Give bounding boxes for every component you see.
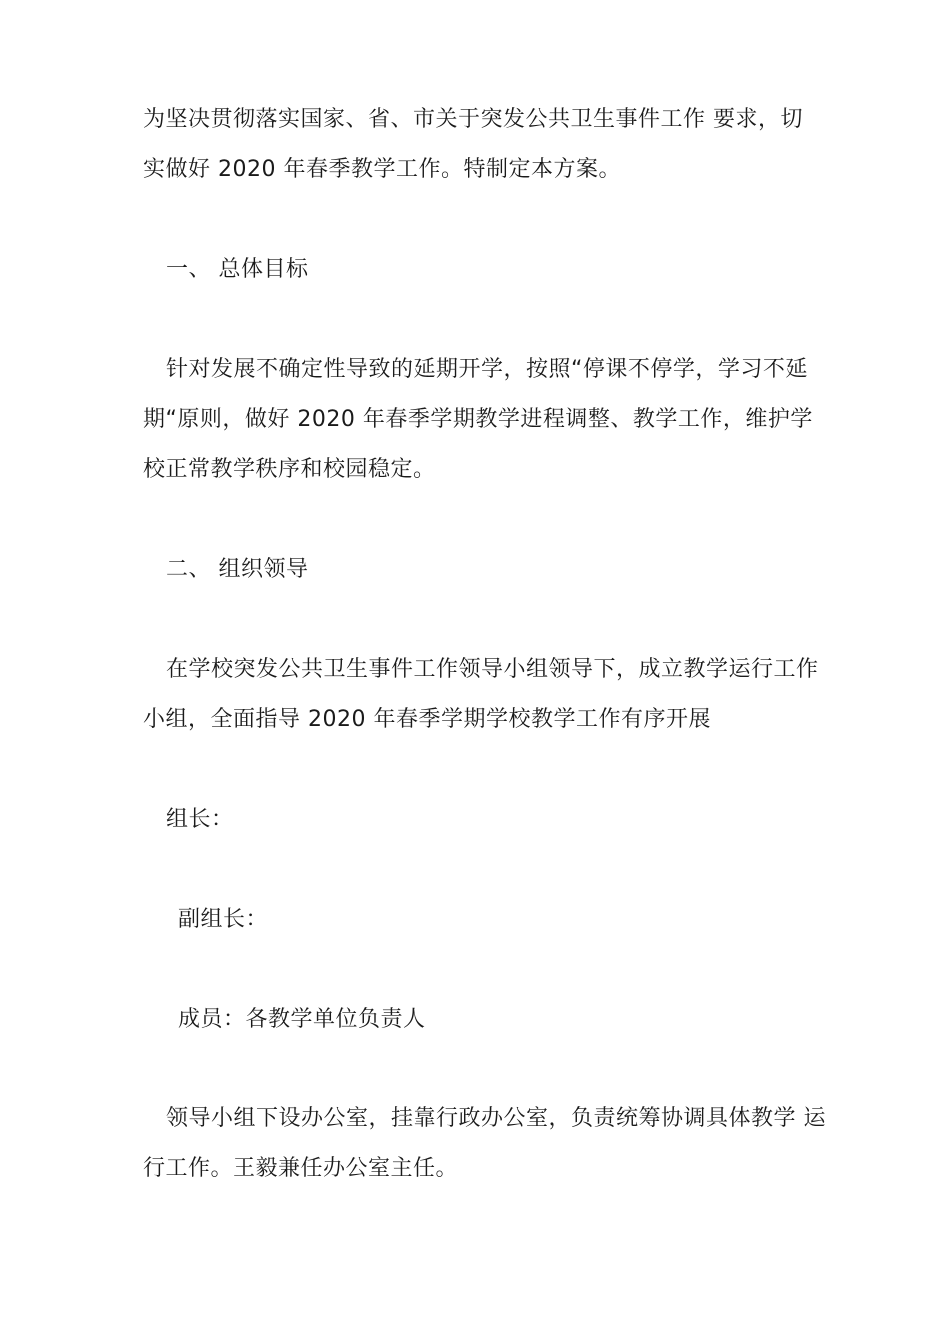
deputy-leader-label: 副组长： xyxy=(178,907,269,932)
section-1-heading: 一、 总体目标 xyxy=(166,257,309,282)
intro-line-1: 为坚决贯彻落实国家、省、市关于突发公共卫生事件工作 要求，切 xyxy=(143,107,803,132)
office-line-2: 行工作。王毅兼任办公室主任。 xyxy=(143,1156,459,1181)
section-2-heading: 二、 组织领导 xyxy=(166,557,309,582)
office-line-1: 领导小组下设办公室，挂靠行政办公室，负责统筹协调具体教学 运 xyxy=(166,1106,826,1131)
section-1-line-1: 针对发展不确定性导致的延期开学，按照“停课不停学，学习不延 xyxy=(166,357,808,382)
intro-line-2: 实做好 2020 年春季教学工作。特制定本方案。 xyxy=(143,157,621,182)
members-label: 成员：各教学单位负责人 xyxy=(178,1007,426,1032)
group-leader-label: 组长： xyxy=(166,807,234,832)
section-1-line-2: 期“原则，做好 2020 年春季学期教学进程调整、教学工作，维护学 xyxy=(143,407,813,432)
section-2-line-2: 小组，全面指导 2020 年春季学期学校教学工作有序开展 xyxy=(143,707,711,732)
section-1-line-3: 校正常教学秩序和校园稳定。 xyxy=(143,457,436,482)
section-2-line-1: 在学校突发公共卫生事件工作领导小组领导下，成立教学运行工作 xyxy=(166,657,819,682)
